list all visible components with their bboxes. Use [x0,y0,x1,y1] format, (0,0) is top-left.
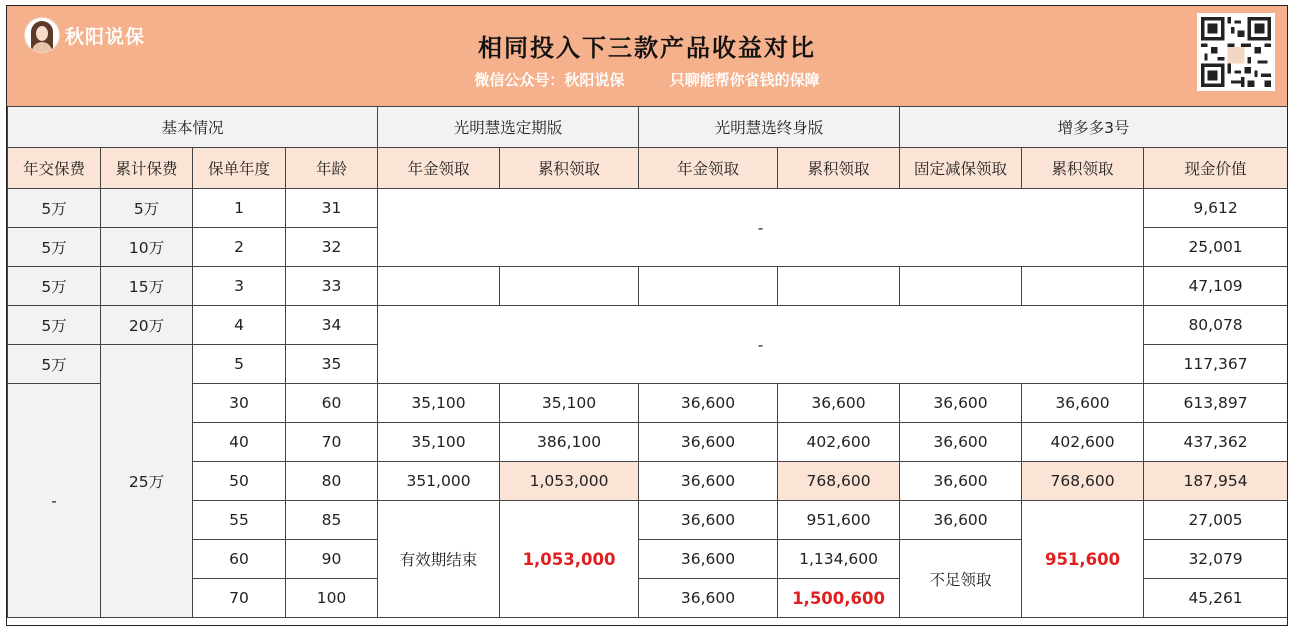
page-subtitle [7,69,1287,90]
age: 31 [286,189,378,228]
total-premium-25: 25万 [101,345,193,618]
annual-premium: 5万 [8,189,101,228]
cash-value: 45,261 [1144,579,1288,618]
life-annuity: 36,600 [639,384,778,423]
cash-value: 80,078 [1144,306,1288,345]
age: 70 [286,423,378,462]
zdd-withdraw: 36,600 [900,384,1022,423]
cash-value: 117,367 [1144,345,1288,384]
col-term-annuity: 年金领取 [378,148,500,189]
age: 85 [286,501,378,540]
cash-value: 187,954 [1144,462,1288,501]
empty-cell [500,267,639,306]
age: 35 [286,345,378,384]
cash-value: 47,109 [1144,267,1288,306]
col-life-cumulative: 累积领取 [778,148,900,189]
life-cumulative: 402,600 [778,423,900,462]
cash-value: 437,362 [1144,423,1288,462]
col-life-annuity: 年金领取 [639,148,778,189]
life-cumulative: 1,134,600 [778,540,900,579]
col-cash-value: 现金价值 [1144,148,1288,189]
policy-year: 2 [193,228,286,267]
policy-year: 60 [193,540,286,579]
age: 34 [286,306,378,345]
annual-premium: 5万 [8,228,101,267]
table-row [8,423,1288,462]
term-final-cumulative: 1,053,000 [500,501,639,618]
policy-year: 50 [193,462,286,501]
total-premium: 15万 [101,267,193,306]
total-premium: 5万 [101,189,193,228]
life-annuity: 36,600 [639,579,778,618]
zdd-withdraw: 36,600 [900,501,1022,540]
wechat-account: 微信公众号：秋阳说保 [474,71,625,89]
term-cumulative: 386,100 [500,423,639,462]
table-row [8,306,1288,345]
empty-cell [639,267,778,306]
brand-name: 秋阳说保 [65,25,146,48]
empty-cell [778,267,900,306]
age: 60 [286,384,378,423]
total-premium: 20万 [101,306,193,345]
col-total-premium: 累计保费 [101,148,193,189]
group-basic: 基本情况 [8,107,378,148]
group-header-row [8,107,1288,148]
life-annuity: 36,600 [639,540,778,579]
zdd-insufficient-note: 不足领取 [900,540,1022,618]
total-premium: 10万 [101,228,193,267]
zdd-withdraw: 36,600 [900,462,1022,501]
col-age: 年龄 [286,148,378,189]
table-row [8,501,1288,540]
table-row-highlight [8,462,1288,501]
empty-dash-top: - [378,189,1144,267]
term-cumulative: 1,053,000 [500,462,639,501]
cash-value: 9,612 [1144,189,1288,228]
age: 100 [286,579,378,618]
policy-year: 40 [193,423,286,462]
zdd-cumulative: 768,600 [1022,462,1144,501]
col-policy-year: 保单年度 [193,148,286,189]
col-term-cumulative: 累积领取 [500,148,639,189]
life-annuity: 36,600 [639,501,778,540]
annual-premium-dash: - [8,384,101,618]
term-end-note: 有效期结束 [378,501,500,618]
policy-year: 30 [193,384,286,423]
term-annuity: 35,100 [378,423,500,462]
life-annuity: 36,600 [639,462,778,501]
table-row [8,267,1288,306]
life-cumulative: 36,600 [778,384,900,423]
group-zdd3: 增多多3号 [900,107,1288,148]
comparison-sheet [6,5,1288,626]
term-cumulative: 35,100 [500,384,639,423]
zdd-cumulative: 402,600 [1022,423,1144,462]
zdd-cumulative: 36,600 [1022,384,1144,423]
policy-year: 55 [193,501,286,540]
annual-premium: 5万 [8,267,101,306]
policy-year: 1 [193,189,286,228]
comparison-table [7,106,1288,618]
page-title: 相同投入下三款产品收益对比 [478,34,816,62]
cash-value: 613,897 [1144,384,1288,423]
page-header [7,6,1287,107]
empty-cell [1022,267,1144,306]
group-lifetime: 光明慧选终身版 [639,107,900,148]
annual-premium: 5万 [8,306,101,345]
life-annuity: 36,600 [639,423,778,462]
zdd-withdraw: 36,600 [900,423,1022,462]
policy-year: 70 [193,579,286,618]
empty-cell [900,267,1022,306]
life-cumulative: 951,600 [778,501,900,540]
col-zdd-withdraw: 固定减保领取 [900,148,1022,189]
annual-premium: 5万 [8,345,101,384]
age: 90 [286,540,378,579]
col-zdd-cumulative: 累积领取 [1022,148,1144,189]
policy-year: 5 [193,345,286,384]
slogan: 只聊能帮你省钱的保障 [669,71,820,89]
age: 32 [286,228,378,267]
cash-value: 32,079 [1144,540,1288,579]
table-row [8,189,1288,228]
term-annuity: 35,100 [378,384,500,423]
group-term: 光明慧选定期版 [378,107,639,148]
cash-value: 27,005 [1144,501,1288,540]
life-final-cumulative: 1,500,600 [778,579,900,618]
life-cumulative: 768,600 [778,462,900,501]
policy-year: 4 [193,306,286,345]
policy-year: 3 [193,267,286,306]
qr-code-icon[interactable] [1197,13,1275,91]
age: 33 [286,267,378,306]
age: 80 [286,462,378,501]
term-annuity: 351,000 [378,462,500,501]
table-row [8,384,1288,423]
cash-value: 25,001 [1144,228,1288,267]
empty-dash-mid: - [378,306,1144,384]
zdd-final-cumulative: 951,600 [1022,501,1144,618]
column-header-row [8,148,1288,189]
col-annual-premium: 年交保费 [8,148,101,189]
empty-cell [378,267,500,306]
